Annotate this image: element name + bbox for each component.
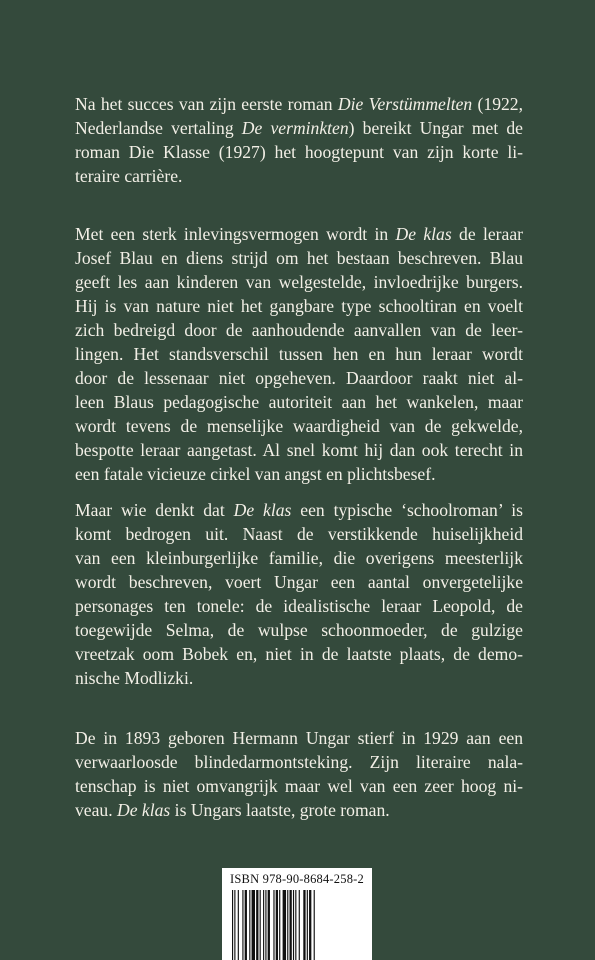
- barcode-bar: [283, 890, 286, 960]
- intro-paragraph: [75, 92, 523, 188]
- text-run: De in 1893 geboren Hermann Ungar stierf in 1929 aan een: [75, 728, 523, 748]
- text-run: door de lessenaar niet opgeheven. Daardoor raakt niet al-: [75, 368, 523, 388]
- text-run: de leraar: [451, 224, 523, 244]
- text-line: [75, 116, 523, 140]
- text-run: leen Blaus pedagogische autoriteit aan het wankelen, maar: [75, 392, 523, 412]
- text-run: (1922,: [472, 94, 523, 114]
- text-line: [75, 366, 523, 390]
- barcode: [222, 868, 372, 960]
- text-run: Josef Blau en diens strijd om het bestaan beschreven. Blau: [75, 248, 523, 268]
- barcode-bar: [265, 890, 266, 960]
- text-line: [75, 246, 523, 270]
- text-line: [75, 798, 523, 822]
- text-run: verwaarloosde blindedarmontsteking. Zijn literaire nala-: [75, 752, 523, 772]
- text-run: Na het succes van zijn eerste roman: [75, 94, 338, 114]
- text-line: [75, 726, 523, 750]
- isbn-label: ISBN 978-90-8684-258-2: [230, 872, 364, 886]
- barcode-bar: [249, 890, 250, 960]
- text-run: Maar wie denkt dat: [75, 500, 234, 520]
- text-line: [75, 498, 523, 522]
- text-line: [75, 164, 523, 188]
- text-run: nische Modlizki.: [75, 668, 194, 688]
- italic-title: De klas: [233, 500, 292, 520]
- text-run: bespotte leraar aangetast. Al snel komt hij dan ook terecht in: [75, 440, 523, 460]
- barcode-bar: [245, 890, 247, 960]
- text-run: Met een sterk inlevingsvermogen wordt in: [75, 224, 396, 244]
- text-line: [75, 462, 523, 486]
- barcode-bar: [263, 890, 264, 960]
- text-line: [75, 750, 523, 774]
- text-run: Hij is van nature niet het gangbare type schooltiran en voelt: [75, 296, 523, 316]
- barcode-bar: [268, 890, 270, 960]
- text-run: een typische ‘schoolroman’ is: [291, 500, 523, 520]
- barcode-bar: [238, 890, 239, 960]
- italic-title: De klas: [395, 224, 452, 244]
- characters-paragraph: [75, 498, 523, 690]
- text-run: geeft les aan kinderen van welgestelde, invloedrijke burgers.: [75, 272, 523, 292]
- barcode-bar: [252, 890, 255, 960]
- barcode-bar: [295, 890, 296, 960]
- text-line: [75, 414, 523, 438]
- barcode-bar: [276, 890, 278, 960]
- barcode-bar: [290, 890, 292, 960]
- text-run: toegewijde Selma, de wulpse schoonmoeder, de gulzige: [75, 620, 523, 640]
- barcode-bar: [303, 890, 305, 960]
- text-run: roman Die Klasse (1927) het hoogtepunt van zijn korte li-: [75, 142, 523, 162]
- barcode-bar: [273, 890, 274, 960]
- barcode-bar: [314, 890, 315, 960]
- text-line: [75, 774, 523, 798]
- barcode-bar: [234, 890, 235, 960]
- text-line: [75, 666, 523, 690]
- text-line: [75, 140, 523, 164]
- barcode-bar: [256, 890, 258, 960]
- italic-title: De verminkten: [241, 118, 349, 138]
- text-line: [75, 522, 523, 546]
- text-line: [75, 318, 523, 342]
- text-line: [75, 618, 523, 642]
- barcode-bar: [279, 890, 280, 960]
- text-run: veau.: [75, 800, 118, 820]
- text-line: [75, 270, 523, 294]
- barcode-bar: [307, 890, 308, 960]
- barcode-bar: [299, 890, 300, 960]
- text-line: [75, 222, 523, 246]
- text-line: [75, 438, 523, 462]
- text-run: wordt tevens de menselijke waardigheid van de gekwelde,: [75, 416, 523, 436]
- text-run: zich bedreigd door de aanhoudende aanvallen van de leer-: [75, 320, 523, 340]
- text-run: ) bereikt Ungar met de: [348, 118, 523, 138]
- text-run: Nederlandse vertaling: [75, 118, 242, 138]
- text-line: [75, 92, 523, 116]
- italic-title: De klas: [117, 800, 171, 820]
- barcode-bars: [230, 890, 364, 960]
- text-line: [75, 570, 523, 594]
- text-run: vreetzak oom Bobek en, niet in de laatste plaats, de demo-: [75, 644, 523, 664]
- text-run: van een kleinburgerlijke familie, die overigens meesterlijk: [75, 548, 523, 568]
- text-run: is Ungars laatste, grote roman.: [170, 800, 390, 820]
- text-line: [75, 594, 523, 618]
- text-line: [75, 546, 523, 570]
- text-line: [75, 342, 523, 366]
- text-run: komt bedrogen uit. Naast de verstikkende huiselijkheid: [75, 524, 523, 544]
- text-run: lingen. Het standsverschil tussen hen en hun leraar wordt: [75, 344, 523, 364]
- barcode-bar: [293, 890, 294, 960]
- text-run: teraire carrière.: [75, 166, 183, 186]
- italic-title: Die Verstümmelten: [337, 94, 473, 114]
- text-line: [75, 294, 523, 318]
- text-run: wordt beschreven, voert Ungar een aantal onvergetelijke: [75, 572, 523, 592]
- plot-paragraph: [75, 222, 523, 486]
- text-line: [75, 390, 523, 414]
- barcode-bar: [232, 890, 233, 960]
- text-run: tenschap is niet omvangrijk maar wel van een zeer hoog ni-: [75, 776, 523, 796]
- barcode-bar: [309, 890, 311, 960]
- text-run: personages ten tonele: de idealistische leraar Leopold, de: [75, 596, 523, 616]
- barcode-bar: [242, 890, 243, 960]
- text-line: [75, 642, 523, 666]
- author-paragraph: [75, 726, 523, 822]
- barcode-bar: [287, 890, 288, 960]
- barcode-bar: [260, 890, 261, 960]
- text-run: een fatale vicieuze cirkel van angst en plichtsbesef.: [75, 464, 436, 484]
